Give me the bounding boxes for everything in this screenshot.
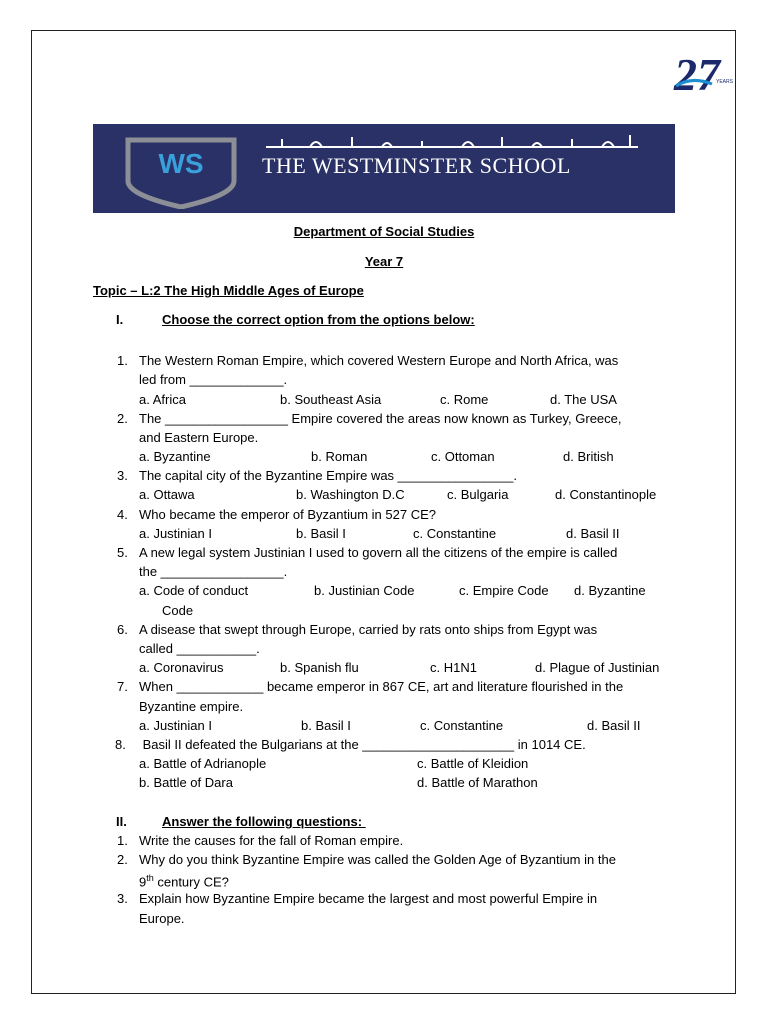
q6-line-2: called ___________. [139,641,260,656]
q1-option-a: a. Africa [139,392,186,407]
q2-option-b: b. Roman [311,449,368,464]
school-name: THE WESTMINSTER SCHOOL [262,153,571,178]
q3-number: 3. [117,468,128,483]
q6-number: 6. [117,622,128,637]
open-q2-line-2 [139,869,229,891]
q1-option-b: b. Southeast Asia [280,392,382,407]
topic-title: Topic – L:2 The High Middle Ages of Europe [93,283,364,298]
q6-option-b: b. Spanish flu [280,660,359,675]
q8-number: 8. [115,737,126,752]
q3-option-d: d. Constantinople [555,487,657,502]
q1-option-d: d. The USA [550,392,617,407]
q1-line-2: led from _____________. [139,372,288,387]
open-q3-line-1: Explain how Byzantine Empire became the largest and most powerful Empire in [139,891,598,906]
q8-option-b: b. Battle of Dara [139,775,233,790]
section2-numeral: II. [116,814,127,829]
q2-option-d: d. British [563,449,614,464]
section1-title: Choose the correct option from the options below: [162,312,475,327]
open-q1-line-1: Write the causes for the fall of Roman empire. [139,833,404,848]
q8-option-d: d. Battle of Marathon [417,775,538,790]
q7-option-d: d. Basil II [587,718,641,733]
q7-number: 7. [117,679,128,694]
q1-line-1: The Western Roman Empire, which covered Western Europe and North Africa, was [139,353,619,368]
q4-number: 4. [117,507,128,522]
q8-option-c: c. Battle of Kleidion [417,756,529,771]
q5-option-c: c. Empire Code [459,583,549,598]
section2-title: Answer the following questions: [162,814,366,829]
anniversary-logo [672,46,734,96]
department-title: Department of Social Studies [293,224,475,239]
q7-line-1: When ____________ became emperor in 867 CE, art and literature flourished in the [139,679,624,694]
q4-option-a: a. Justinian I [139,526,212,541]
school-shield-logo [125,137,237,209]
q3-option-b: b. Washington D.C [296,487,405,502]
q2-line-2: and Eastern Europe. [139,430,259,445]
q8-option-a: a. Battle of Adrianople [139,756,267,771]
q5-line-2: the _________________. [139,564,288,579]
anniversary-number: 27 [674,49,720,96]
q6-line-1: A disease that swept through Europe, carried by rats onto ships from Egypt was [139,622,598,637]
q5-option-b: b. Justinian Code [314,583,415,598]
q2-number: 2. [117,411,128,426]
open-q2-line-1: Why do you think Byzantine Empire was called the Golden Age of Byzantium in the [139,852,616,867]
open-q3-line-2: Europe. [139,911,185,926]
q3-line-1: The capital city of the Byzantine Empire was ________________. [139,468,517,483]
q6-option-c: c. H1N1 [430,660,477,675]
q2-line-1: The _________________ Empire covered the areas now known as Turkey, Greece, [139,411,622,426]
q6-option-a: a. Coronavirus [139,660,224,675]
q8-line-1: Basil II defeated the Bulgarians at the _____________________ in 1014 CE. [139,737,586,752]
shield-monogram: WS [158,148,204,179]
q2-option-c: c. Ottoman [431,449,495,464]
q6-option-d: d. Plague of Justinian [535,660,660,675]
q5-number: 5. [117,545,128,560]
section1-numeral: I. [116,312,124,327]
q5-option-a: a. Code of conduct [139,583,249,598]
q7-option-a: a. Justinian I [139,718,212,733]
q5-option-d: d. Byzantine [574,583,646,598]
open-q3-number: 3. [117,891,128,906]
q4-option-c: c. Constantine [413,526,497,541]
anniversary-word: YEARS [716,79,733,85]
century-suffix: th [146,873,154,883]
q7-option-c: c. Constantine [420,718,504,733]
q2-option-a: a. Byzantine [139,449,211,464]
q7-option-b: b. Basil I [301,718,351,733]
year-title: Year 7 [364,254,404,269]
q3-option-a: a. Ottawa [139,487,195,502]
open-q2-number: 2. [117,852,128,867]
q5-option-a-wrap: Code [162,603,194,618]
arabic-school-name [262,131,642,153]
q7-line-2: Byzantine empire. [139,699,244,714]
q4-option-b: b. Basil I [296,526,346,541]
q4-option-d: d. Basil II [566,526,620,541]
open-q1-number: 1. [117,833,128,848]
century-number: 9 [139,874,147,890]
q1-option-c: c. Rome [440,392,489,407]
q1-number: 1. [117,353,128,368]
q5-line-1: A new legal system Justinian I used to govern all the citizens of the empire is called [139,545,618,560]
century-rest: century CE? [153,874,229,890]
q4-line-1: Who became the emperor of Byzantium in 527 CE? [139,507,436,522]
q3-option-c: c. Bulgaria [447,487,509,502]
